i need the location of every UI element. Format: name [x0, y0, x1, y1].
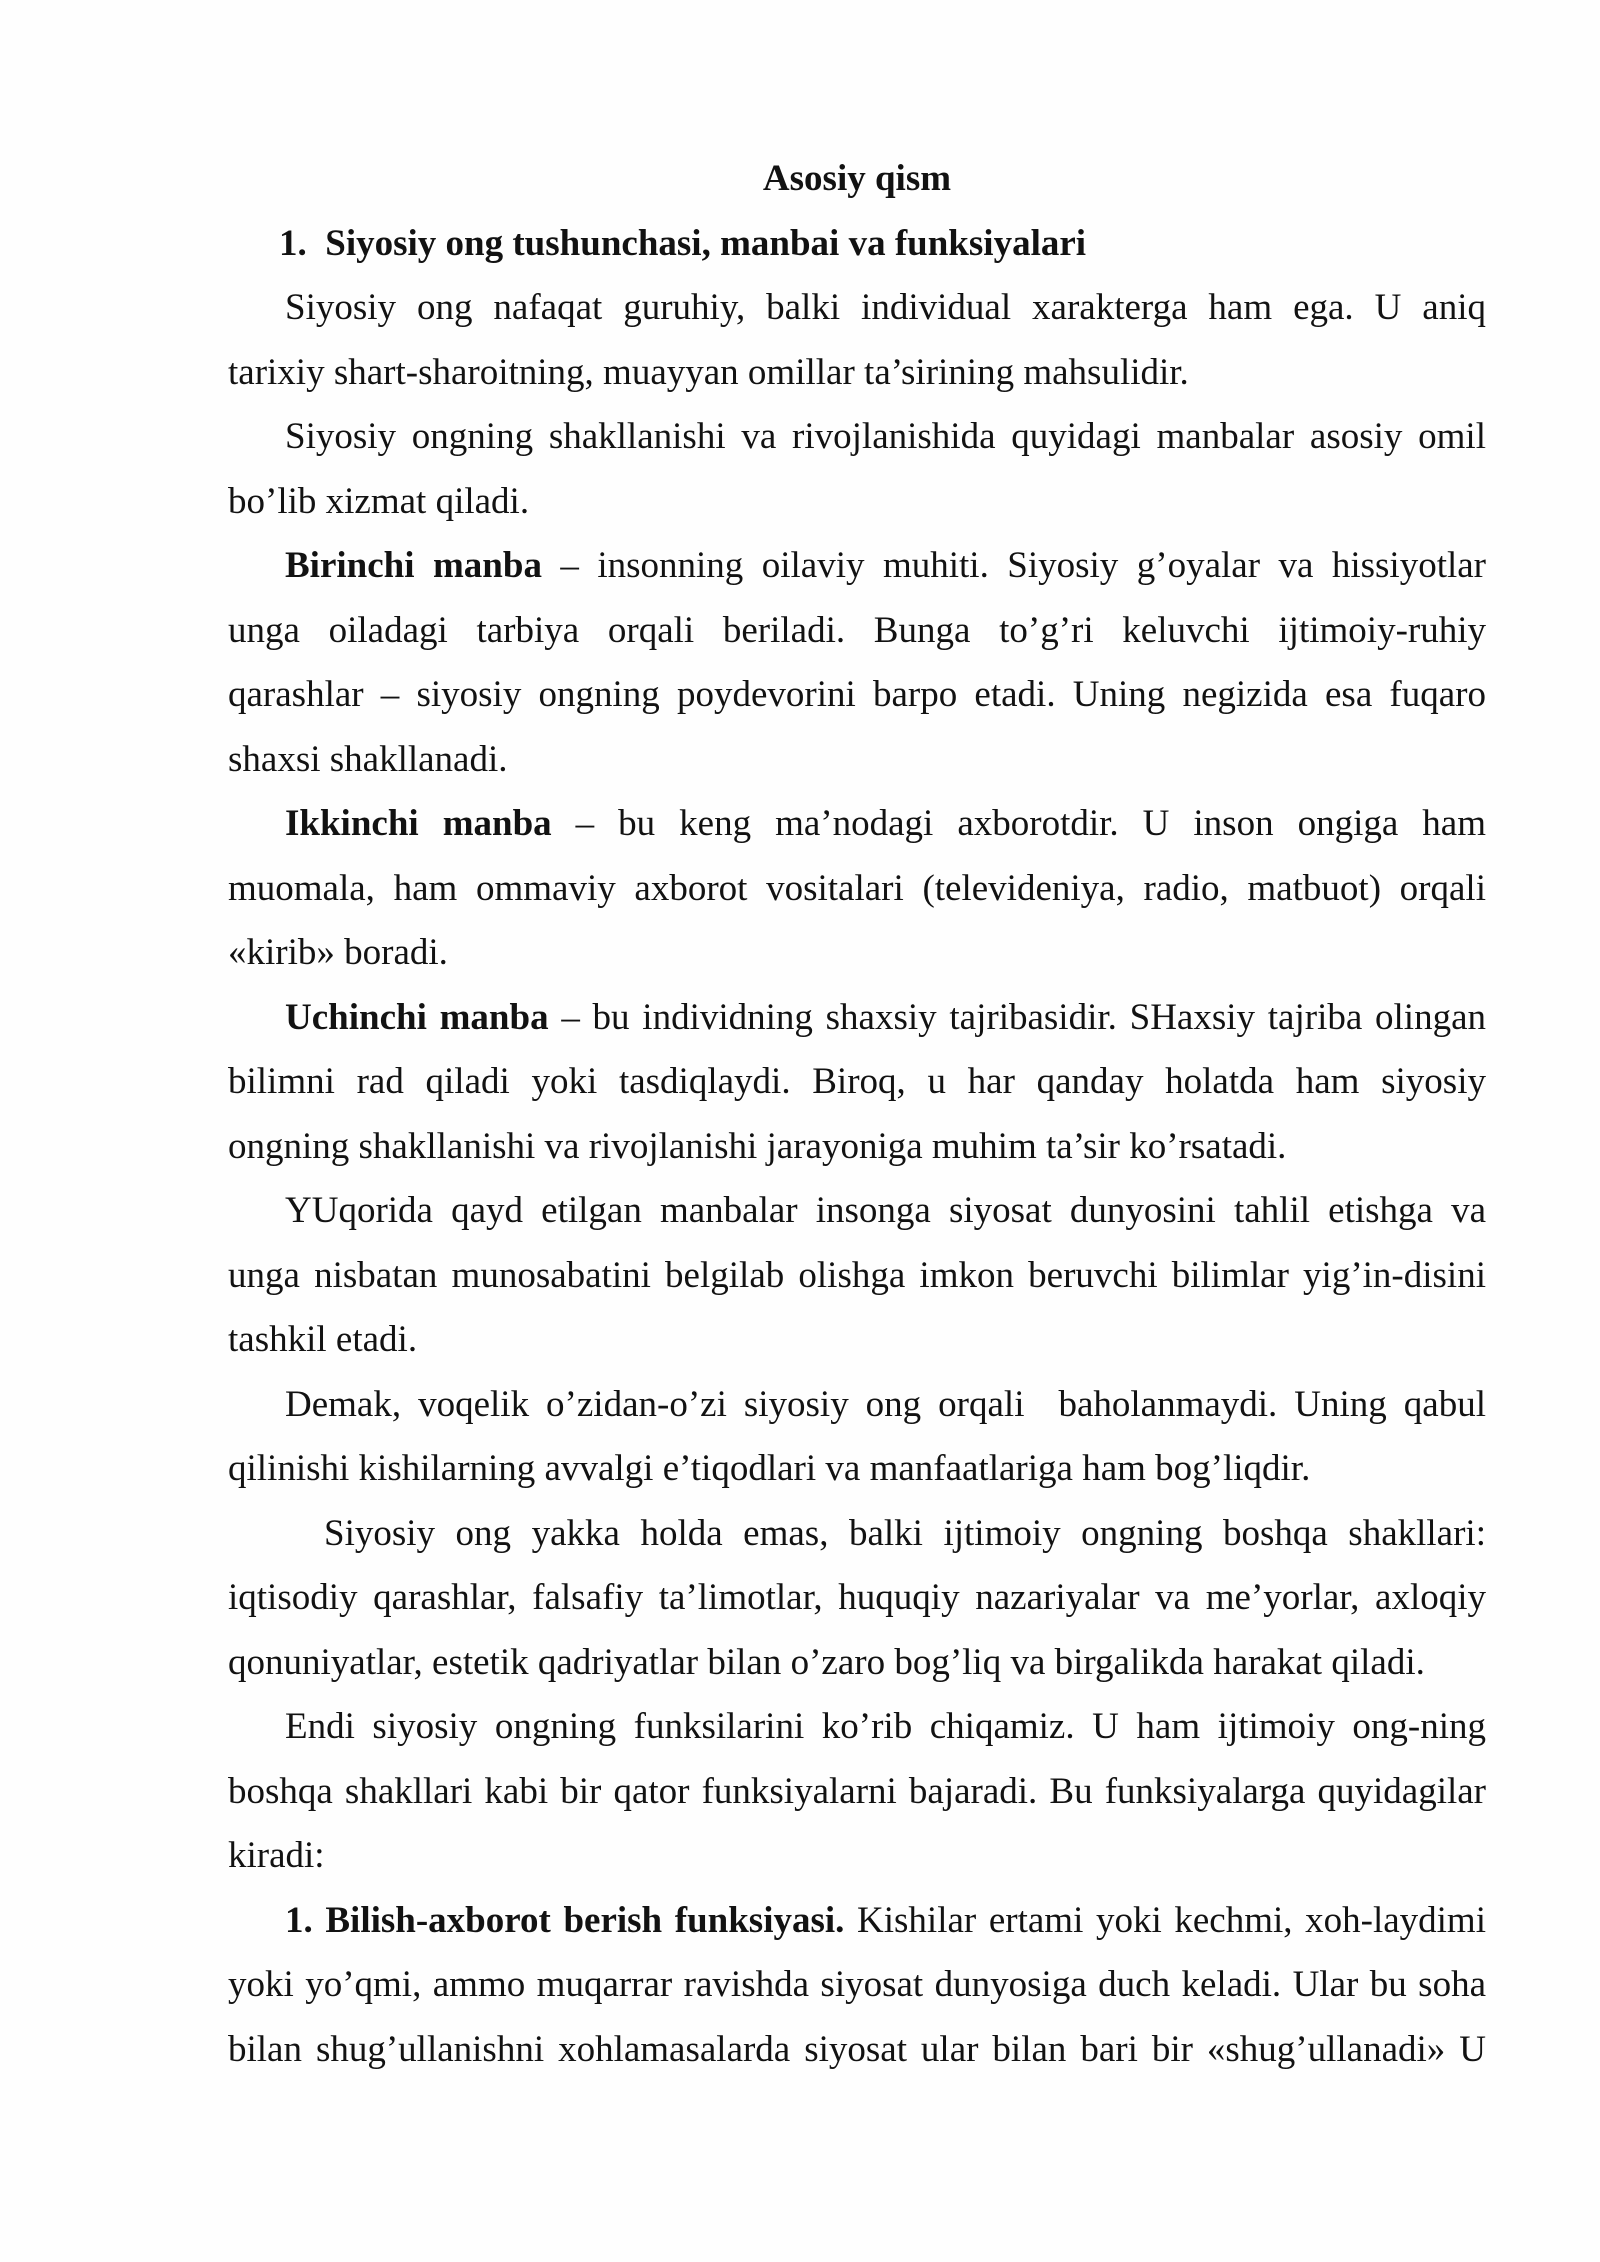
text-line: iqtisodiy qarashlar, falsafiy ta’limotlar, huquqiy nazariyalar va me’yorlar, axloqiy [228, 1577, 1486, 1618]
text-line: Endi siyosiy ongning funksilarini ko’rib chiqamiz. U ham ijtimoiy ong-ning [285, 1706, 1486, 1747]
text-line: tashkil etadi. [228, 1319, 418, 1360]
bold-run: Ikkinchi manba [285, 803, 552, 844]
bold-run: 1. Siyosiy ong tushunchasi, manbai va funksiyalari [279, 222, 1087, 264]
page-title [228, 147, 1486, 212]
text-line: muomala, ham ommaviy axborot vositalari (televideniya, radio, matbuot) orqali [228, 867, 1486, 909]
text-line: tarixiy shart-sharoitning, muayyan omillar ta’sirining mahsulidir. [228, 351, 1189, 393]
text-line: unga oiladagi tarbiya orqali beriladi. Bunga to’g’ri keluvchi ijtimoiy-ruhiy [228, 609, 1486, 651]
text-line: qilinishi kishilarning avvalgi e’tiqodlari va manfaatlariga ham bog’liqdir. [228, 1448, 1311, 1489]
text-line: Birinchi manba – insonning oilaviy muhiti. Siyosiy g’oyalar va hissiyotlar [285, 545, 1486, 586]
text-line: ongning shakllanishi va rivojlanishi jarayoniga muhim ta’sir ko’rsatadi. [228, 1125, 1287, 1167]
text-line: unga nisbatan munosabatini belgilab olishga imkon beruvchi bilimlar yig’in-disini [228, 1254, 1486, 1296]
text-line: «kirib» boradi. [228, 932, 448, 973]
text-line: 1. Bilish-axborot berish funksiyasi. Kishilar ertami yoki kechmi, xoh-laydimi [285, 1899, 1486, 1941]
bold-run: 1. Bilish-axborot berish funksiyasi. [285, 1899, 845, 1941]
text-line: Uchinchi manba – bu individning shaxsiy tajribasidir. SHaxsiy tajriba olingan [285, 996, 1486, 1038]
text-line: bo’lib xizmat qiladi. [228, 480, 530, 522]
text-line: bilimni rad qiladi yoki tasdiqlaydi. Biroq, u har qanday holatda ham siyosiy [228, 1061, 1486, 1102]
bold-run: Birinchi manba [285, 545, 542, 586]
text-line: yoki yo’qmi, ammo muqarrar ravishda siyosat dunyosiga duch keladi. Ular bu soha [228, 1964, 1486, 2005]
bold-run: Asosiy qism [762, 158, 952, 199]
text-line: YUqorida qayd etilgan manbalar insonga siyosat dunyosini tahlil etishga va [285, 1190, 1486, 1231]
text-line: Demak, voqelik o’zidan-o’zi siyosiy ong orqali baholanmaydi. Uning qabul [285, 1383, 1486, 1425]
text-line: Siyosiy ong yakka holda emas, balki ijtimoiy ongning boshqa shakllari: [324, 1512, 1486, 1554]
text-line: shaxsi shakllanadi. [228, 738, 508, 780]
text-line: Siyosiy ong nafaqat guruhiy, balki individual xarakterga ham ega. U aniq [285, 287, 1486, 328]
text-line: Siyosiy ongning shakllanishi va rivojlanishida quyidagi manbalar asosiy omil [285, 416, 1486, 457]
text-line: Ikkinchi manba – bu keng ma’nodagi axborotdir. U inson ongiga ham [285, 803, 1486, 844]
text-line: boshqa shakllari kabi bir qator funksiyalarni bajaradi. Bu funksiyalarga quyidagilar [228, 1770, 1486, 1812]
text-line: bilan shug’ullanishni xohlamasalarda siyosat ular bilan bari bir «shug’ullanadi» U [228, 2028, 1486, 2070]
section-heading [228, 212, 1486, 277]
text-line: qonuniyatlar, estetik qadriyatlar bilan o’zaro bog’liq va birgalikda harakat qiladi. [228, 1641, 1425, 1683]
text-line: kiradi: [228, 1835, 325, 1876]
page-content [228, 147, 1486, 2082]
text-line: qarashlar – siyosiy ongning poydevorini barpo etadi. Uning negizida esa fuqaro [228, 674, 1486, 715]
bold-run: Uchinchi manba [285, 996, 549, 1038]
